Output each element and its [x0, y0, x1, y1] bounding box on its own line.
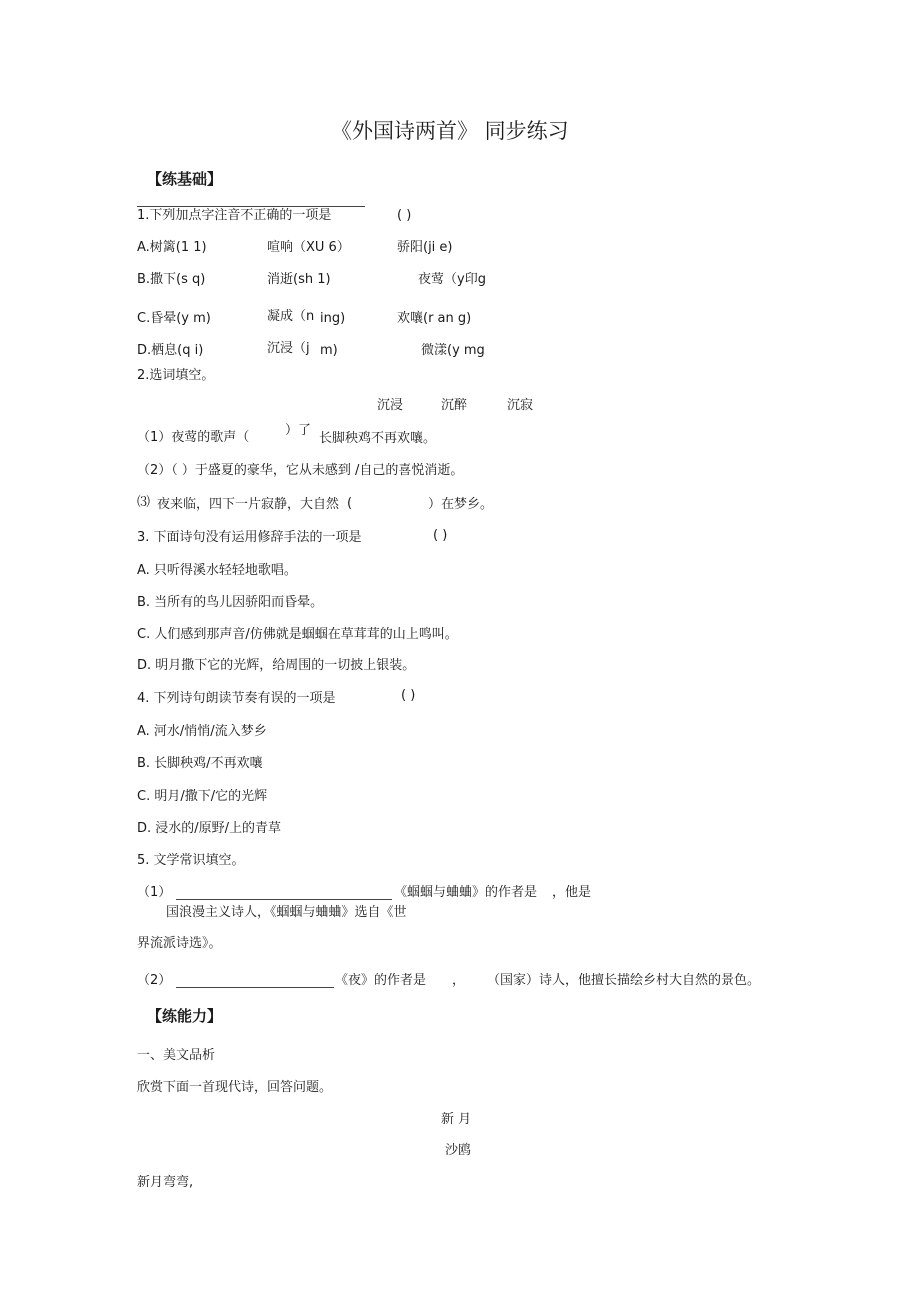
q5-item1-number: （1）: [137, 885, 172, 900]
q1-option-d-2b: m): [320, 343, 338, 358]
q4-option-c: C. 明月/撒下/它的光辉: [137, 789, 268, 804]
reading-instruction: 欣赏下面一首现代诗，回答问题。: [137, 1080, 333, 1095]
q1-option-c-3: 欢嚷(r an g): [397, 311, 472, 326]
q1-option-b-3: 夜莺（y印g: [418, 272, 486, 287]
poem-title: 新 月: [441, 1112, 472, 1127]
q1-stem: 1.下列加点字注音不正确的一项是: [137, 208, 332, 223]
poem-author: 沙鸥: [445, 1143, 472, 1158]
q2-word-1: 沉浸: [377, 398, 404, 413]
q5-item2-comma: ，: [452, 973, 466, 988]
q3-stem: 3. 下面诗句没有运用修辞手法的一项是: [137, 530, 362, 545]
q5-item2-blank-line: [176, 987, 334, 988]
section-heading-basics: 【练基础】: [147, 170, 223, 188]
page-title: 《外国诗两首》 同步练习: [331, 119, 569, 143]
q1-option-a-3: 骄阳(ji e): [397, 240, 453, 255]
q5-stem: 5. 文学常识填空。: [137, 853, 245, 868]
q2-word-2: 沉醉: [441, 398, 468, 413]
q4-option-d: D. 浸水的/原野/上的青草: [137, 821, 282, 836]
stem-underline: [137, 206, 365, 207]
q3-option-d: D. 明月撒下它的光辉，给周围的一切披上银装。: [137, 658, 416, 673]
q5-item2-text-2: （国家）诗人，他擅长描绘乡村大自然的景色。: [487, 973, 761, 988]
q1-option-c-1: C.昏晕(y m): [137, 311, 211, 326]
q1-option-c-2b: ing): [320, 311, 346, 326]
q2-sentence1-c: 长脚秧鸡不再欢嚷。: [319, 431, 437, 446]
q5-item2-number: （2）: [137, 973, 172, 988]
q5-item1-text: 《蝈蝈与蛐蛐》的作者是: [394, 885, 538, 900]
q1-answer-paren: ( ): [397, 208, 412, 223]
q4-stem: 4. 下列诗句朗读节奏有误的一项是: [137, 691, 336, 706]
q5-item1-line2: 国浪漫主义诗人，《蝈蝈与蛐蛐》选自《世: [166, 905, 407, 920]
part-heading: 一、美文品析: [137, 1048, 216, 1063]
q1-option-d-2a: 沉浸（j: [267, 341, 310, 356]
q5-item1-blank-line: [176, 899, 392, 900]
q3-option-c: C. 人们感到那声音/仿佛就是蝈蝈在草茸茸的山上鸣叫。: [137, 627, 458, 642]
q2-sentence2: （2）（ ）于盛夏的豪华，它从未感到 /自己的喜悦消逝。: [137, 463, 464, 478]
q1-option-b-1: B.撒下(s q): [137, 272, 206, 287]
q4-option-a: A. 河水/悄悄/流入梦乡: [137, 724, 267, 739]
q2-sentence3-b: (: [347, 496, 353, 511]
q2-stem: 2.选词填空。: [137, 368, 215, 383]
q1-option-a-1: A.树篱(1 1): [137, 240, 207, 255]
poem-line: 新月弯弯,: [137, 1175, 194, 1190]
q4-answer-paren: ( ): [401, 688, 416, 703]
q1-option-d-1: D.栖息(q i): [137, 343, 204, 358]
q5-item2-text: 《夜》的作者是: [335, 973, 427, 988]
q2-sentence3-c: ）在梦乡。: [428, 497, 494, 512]
q5-item1-line3: 界流派诗选》。: [137, 936, 222, 951]
q3-answer-paren: ( ): [433, 528, 448, 543]
q2-sentence1-a: （1）夜莺的歌声（: [137, 430, 250, 445]
q2-word-3: 沉寂: [507, 398, 534, 413]
q1-option-b-2: 消逝(sh 1): [267, 272, 331, 287]
q1-option-d-3: 微漾(y mg: [421, 343, 485, 358]
q4-option-b: B. 长脚秧鸡/不再欢嚷: [137, 756, 263, 771]
q5-item1-text-2: ，他是: [552, 885, 592, 900]
q2-sentence3-num: ⑶: [137, 495, 151, 510]
section-heading-ability: 【练能力】: [147, 1007, 223, 1025]
q2-sentence1-b: ）了: [285, 423, 312, 438]
q1-option-a-2: 喧响（XU 6）: [267, 240, 350, 255]
q3-option-b: B. 当所有的鸟儿因骄阳而昏晕。: [137, 595, 324, 610]
q1-option-c-2a: 凝成（n: [267, 309, 315, 324]
q3-option-a: A. 只听得溪水轻轻地歌唱。: [137, 563, 297, 578]
q2-sentence3-a: 夜来临，四下一片寂静，大自然: [157, 497, 340, 512]
